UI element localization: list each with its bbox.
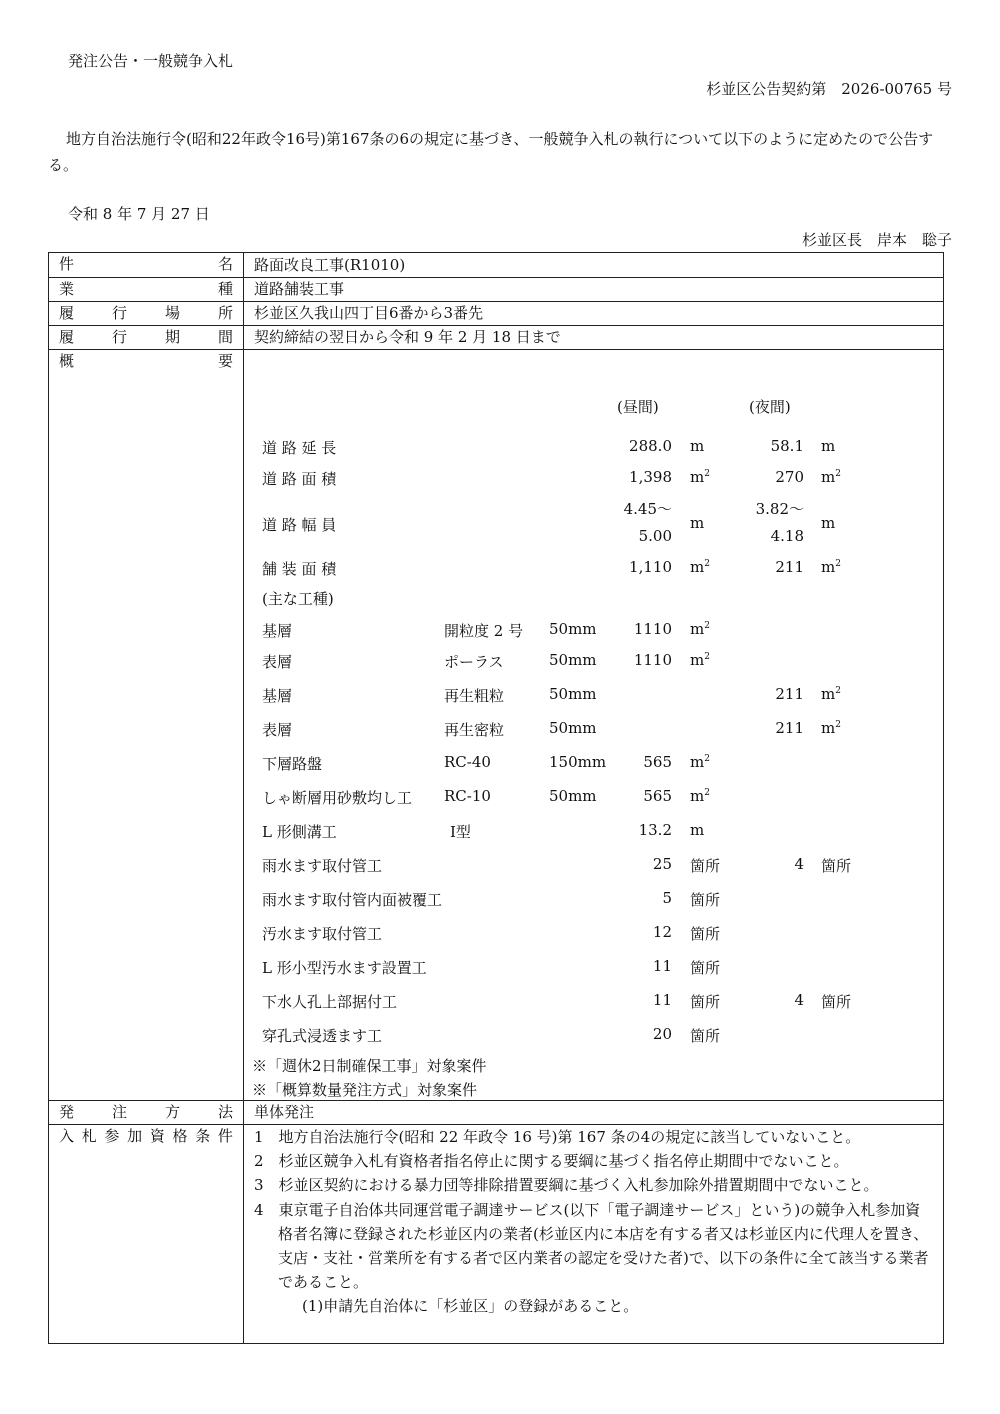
work-night-unit-sq: $m^2$ bbox=[821, 719, 841, 737]
work-day-value: 11 bbox=[652, 991, 672, 1009]
work-night-value: 4 bbox=[794, 855, 804, 873]
work-night-value: 211 bbox=[775, 719, 804, 737]
row-overview bbox=[49, 350, 944, 1101]
work-spec: 開粒度 2 号 bbox=[444, 622, 524, 640]
qualifications bbox=[244, 1125, 944, 1344]
note: ※「概算数量発注方式」対象案件 bbox=[252, 1081, 478, 1099]
work-name: 雨水ます取付管内面被覆工 bbox=[262, 891, 443, 909]
work-size: 50mm bbox=[549, 719, 597, 737]
overview-cell bbox=[244, 350, 944, 1101]
work-day-unit-sq: 箇所 bbox=[690, 993, 721, 1011]
metric-name: 道 路 面 積 bbox=[262, 470, 337, 488]
metric-day-value: 1,398 bbox=[629, 468, 672, 486]
row-period bbox=[49, 326, 944, 350]
overview-content bbox=[244, 350, 943, 1100]
work-day-unit-sq: 箇所 bbox=[690, 857, 721, 875]
metric-day-value: 1,110 bbox=[629, 558, 672, 576]
work-day-value: 11 bbox=[652, 957, 672, 975]
metric-day-unit-sq: $m^2$ bbox=[690, 558, 710, 576]
metric-night-value: 270 bbox=[775, 468, 804, 486]
work-name: 基層 bbox=[262, 687, 293, 705]
metric-day-value: 4.45～ bbox=[623, 500, 672, 518]
metric-day-value: 5.00 bbox=[638, 527, 672, 545]
work-name: しゃ断層用砂敷均し工 bbox=[262, 789, 413, 807]
metric-name: 舗 装 面 積 bbox=[262, 560, 337, 578]
label-method: 発 注 方 法 bbox=[59, 1103, 233, 1121]
work-day-value: 25 bbox=[652, 855, 672, 873]
work-name: L 形側溝工 bbox=[262, 823, 337, 841]
notice-table bbox=[48, 252, 944, 1344]
metric-day-unit: m bbox=[690, 437, 705, 455]
notice-date: 令和 8 年 7 月 27 日 bbox=[68, 205, 210, 223]
work-day-value: 565 bbox=[643, 787, 672, 805]
work-name: 雨水ます取付管工 bbox=[262, 857, 383, 875]
work-spec: RC-40 bbox=[444, 753, 491, 771]
work-name: 穿孔式浸透ます工 bbox=[262, 1027, 383, 1045]
work-night-unit-sq: 箇所 bbox=[821, 857, 852, 875]
work-day-value: 565 bbox=[643, 753, 672, 771]
work-size: 50mm bbox=[549, 787, 597, 805]
work-size: 50mm bbox=[549, 620, 597, 638]
metric-night-unit: m bbox=[821, 437, 836, 455]
row-method bbox=[49, 1101, 944, 1125]
work-night-unit-sq: $m^2$ bbox=[821, 685, 841, 703]
work-day-value: 5 bbox=[662, 889, 672, 907]
work-name: 基層 bbox=[262, 622, 293, 640]
work-name: 下層路盤 bbox=[262, 755, 323, 773]
work-spec: ポーラス bbox=[444, 653, 504, 671]
work-name: 下水人孔上部据付工 bbox=[262, 993, 398, 1011]
label-project-name: 件 名 bbox=[59, 255, 233, 273]
work-day-unit-sq: 箇所 bbox=[690, 959, 721, 977]
work-spec: RC-10 bbox=[444, 787, 491, 805]
work-day-unit-sq: 箇所 bbox=[690, 1027, 721, 1045]
work-day-unit-sq: $m^2$ bbox=[690, 620, 710, 638]
work-day-unit-sq: 箇所 bbox=[690, 925, 721, 943]
document-type: 発注公告・一般競争入札 bbox=[68, 52, 234, 70]
label-period: 履 行 期 間 bbox=[59, 328, 233, 346]
work-day-unit-sq: 箇所 bbox=[690, 891, 721, 909]
works-heading: (主な工種) bbox=[262, 590, 334, 608]
row-location bbox=[49, 302, 944, 326]
condition-item: 1 地方自治法施行令(昭和 22 年政令 16 号)第 167 条の4の規定に該当していないこと。 bbox=[254, 1128, 861, 1146]
metric-name: 道 路 延 長 bbox=[262, 439, 337, 457]
work-size: 50mm bbox=[549, 685, 597, 703]
location: 杉並区久我山四丁目6番から3番先 bbox=[244, 302, 944, 326]
metric-night-value: 211 bbox=[775, 558, 804, 576]
industry: 道路舗装工事 bbox=[244, 278, 944, 302]
work-name: 表層 bbox=[262, 721, 293, 739]
work-day-value: 1110 bbox=[633, 651, 672, 669]
work-spec: 再生密粒 bbox=[444, 721, 505, 739]
work-night-unit-sq: 箇所 bbox=[821, 993, 852, 1011]
work-day-value: 13.2 bbox=[638, 821, 672, 839]
notice-number: 杉並区公告契約第 2026-00765 号 bbox=[706, 80, 952, 98]
label-location: 履 行 場 所 bbox=[59, 304, 233, 322]
column-day-header: (昼間) bbox=[617, 398, 659, 416]
method: 単体発注 bbox=[244, 1101, 944, 1125]
work-day-unit-sq: $m^2$ bbox=[690, 787, 710, 805]
work-day-value: 20 bbox=[652, 1025, 672, 1043]
metric-day-value: 288.0 bbox=[629, 437, 672, 455]
metric-night-value: 58.1 bbox=[770, 437, 804, 455]
metric-night-value: 4.18 bbox=[770, 527, 804, 545]
work-day-value: 12 bbox=[652, 923, 672, 941]
metric-night-value: 3.82～ bbox=[755, 500, 804, 518]
condition-item: 4 東京電子自治体共同運営電子調達サービス(以下「電子調達サービス」という)の競争入札参加資格者名簿に登録された杉並区内の業者(杉並区内に本店を有する者又は杉並区内に代理人を置き、支店・支社・営業所を有する者で区内業者の認定を受けた者)で、以下の条件に全て該当する業者であること。 bbox=[254, 1200, 929, 1292]
metric-day-unit-sq: $m^2$ bbox=[690, 468, 710, 486]
condition-item: 2 杉並区競争入札有資格者指名停止に関する要綱に基づく指名停止期間中でないこと。 bbox=[254, 1152, 849, 1171]
work-day-unit-sq: $m^2$ bbox=[690, 651, 710, 669]
work-night-value: 211 bbox=[775, 685, 804, 703]
intro-paragraph: 地方自治法施行令(昭和22年政令16号)第167条の6の規定に基づき、一般競争入札の執行について以下のように定めたので公告する。 bbox=[48, 130, 934, 174]
work-day-unit: m bbox=[690, 821, 705, 839]
work-size: 50mm bbox=[549, 651, 597, 669]
work-day-unit-sq: $m^2$ bbox=[690, 753, 710, 771]
metric-day-unit: m bbox=[690, 514, 705, 532]
period: 契約締結の翌日から令和 9 年 2 月 18 日まで bbox=[244, 326, 944, 350]
metric-night-unit-sq: $m^2$ bbox=[821, 468, 841, 486]
work-day-value: 1110 bbox=[633, 620, 672, 638]
work-name: 表層 bbox=[262, 653, 293, 671]
work-name: 汚水ます取付管工 bbox=[262, 925, 383, 943]
work-night-value: 4 bbox=[794, 991, 804, 1009]
row-qualifications bbox=[49, 1125, 944, 1344]
work-spec: 再生粗粒 bbox=[444, 687, 505, 705]
label-industry: 業 種 bbox=[59, 280, 233, 298]
metric-night-unit: m bbox=[821, 514, 836, 532]
metric-name: 道 路 幅 員 bbox=[262, 516, 337, 534]
row-project-name bbox=[49, 253, 944, 278]
row-industry bbox=[49, 278, 944, 302]
work-size: 150mm bbox=[549, 753, 607, 771]
label-qualifications: 入 札 参 加 資 格 条 件 bbox=[59, 1127, 233, 1145]
work-spec: Ⅰ型 bbox=[450, 823, 471, 841]
project-name: 路面改良工事(R1010) bbox=[244, 253, 944, 278]
note: ※「週休2日制確保工事」対象案件 bbox=[252, 1057, 487, 1075]
column-night-header: (夜間) bbox=[749, 398, 791, 416]
work-name: L 形小型汚水ます設置工 bbox=[262, 959, 427, 977]
condition-subitem: (1)申請先自治体に「杉並区」の登録があること。 bbox=[302, 1297, 639, 1316]
label-overview: 概 要 bbox=[59, 352, 233, 370]
condition-item: 3 杉並区契約における暴力団等排除措置要綱に基づく入札参加除外措置期間中でないこと。 bbox=[254, 1176, 879, 1195]
metric-night-unit-sq: $m^2$ bbox=[821, 558, 841, 576]
signer: 杉並区長 岸本 聡子 bbox=[801, 231, 952, 249]
